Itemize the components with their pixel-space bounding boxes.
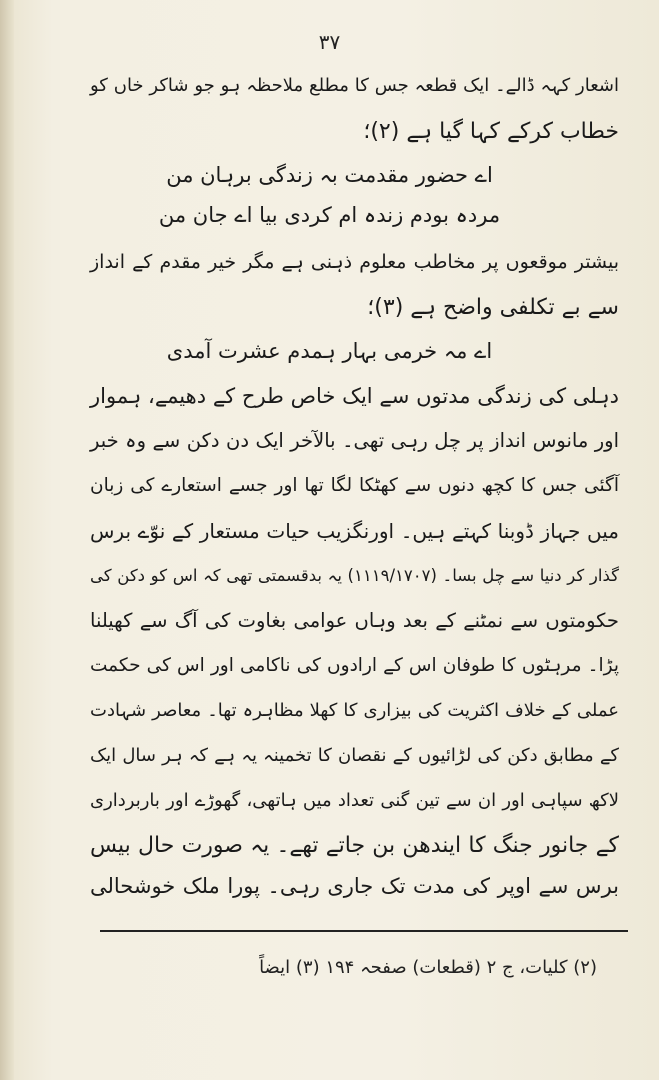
paragraph-line-11: کے جانور جنگ کا ایندھن بن جاتے تھے۔ یہ صورت حال بیس: [90, 833, 619, 858]
paragraph-line-5: گذار کر دنیا سے چل بسا۔ (۱۱۱۹/۱۷۰۷) یہ بدقسمتی تھی کہ اس کو دکن کی: [90, 566, 619, 585]
text-line-1: اشعار کہہ ڈالے۔ ایک قطعہ جس کا مطلع ملاحظہ ہو جو شاکر خاں کو: [90, 75, 619, 96]
paragraph-line-8: عملی کے خلاف اکثریت کی بیزاری کا کھلا مظاہرہ تھا۔ معاصر شہادت: [90, 700, 619, 721]
paragraph-line-3: آگئی جس کا کچھ دنوں سے کھٹکا لگا تھا اور جسے استعارے کی زبان: [90, 475, 619, 496]
paragraph-line-6: حکومتوں سے نمٹنے کے بعد وہاں عوامی بغاوت کی آگ سے کھیلنا: [90, 609, 619, 632]
text-line-4: سے بے تکلفی واضح ہے (۳)؛: [367, 295, 619, 320]
footnote-separator: [100, 930, 628, 932]
paragraph-line-1: دہلی کی زندگی مدتوں سے ایک خاص طرح کے دھیمے، ہموار: [90, 384, 619, 408]
paragraph-line-7: پڑا۔ مرہٹوں کا طوفان اس کے ارادوں کی ناکامی اور اس کی حکمت: [90, 655, 619, 676]
paragraph-line-4: میں جہاز ڈوبنا کہتے ہیں۔ اورنگزیب حیات مستعار کے نوّے برس: [90, 519, 619, 543]
page-number: ۳۷: [318, 30, 341, 54]
text-line-3: بیشتر موقعوں پر مخاطب معلوم ذہنی ہے مگر خیر مقدم کے انداز: [90, 251, 619, 273]
paragraph-line-2: اور مانوس انداز پر چل رہی تھی۔ بالآخر ایک دن دکن سے وہ خبر: [90, 429, 619, 452]
verse-line-3: اے مہ خرمی بہار ہمدم عشرت آمدی: [166, 339, 493, 363]
paragraph-line-10: لاکھ سپاہی اور ان سے تین گنی تعداد میں ہاتھی، گھوڑے اور باربرداری: [90, 790, 619, 811]
verse-line-2: مردہ بودم زندہ ام کردی بیا اے جان من: [158, 203, 501, 227]
text-line-2: خطاب کرکے کہا گیا ہے (۲)؛: [363, 119, 619, 144]
verse-line-1: اے حضور مقدمت بہ زندگی برہان من: [166, 163, 493, 187]
paragraph-line-12: برس سے اوپر کی مدت تک جاری رہی۔ پورا ملک خوشحالی: [90, 874, 619, 898]
paragraph-line-9: کے مطابق دکن کی لڑائیوں کے نقصان کا تخمینہ یہ ہے کہ ہر سال ایک: [90, 745, 619, 766]
footnote: (۲) کلیات، ج ۲ (قطعات) صفحہ ۱۹۴ (۳) ایضاً: [259, 957, 597, 978]
